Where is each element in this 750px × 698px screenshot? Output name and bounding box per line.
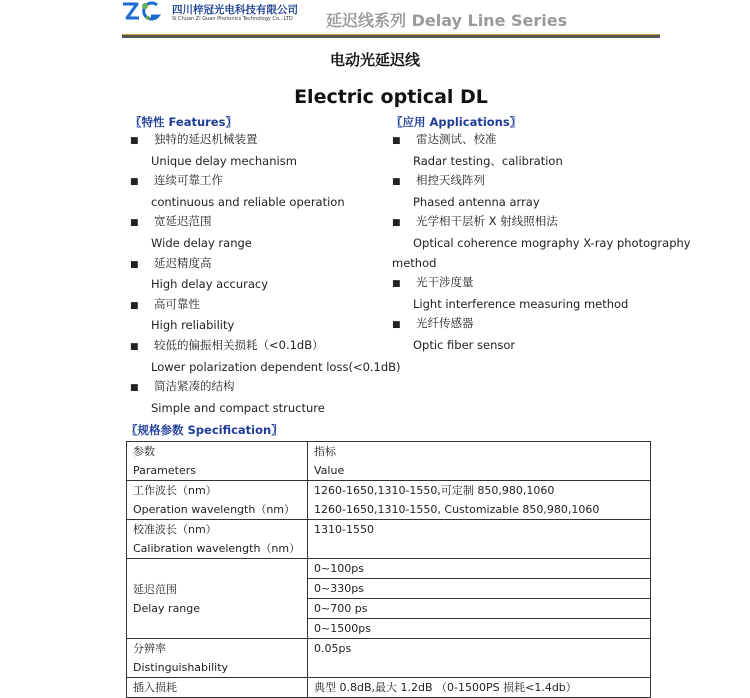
list-item: Simple and compact structure — [151, 400, 325, 415]
list-item: Unique delay mechanism — [151, 153, 297, 168]
list-item: ■ 宽延迟范围 — [130, 212, 401, 234]
bullet-icon: ■ — [392, 218, 401, 229]
list-item: Lower polarization dependent loss(<0.1dB) — [151, 359, 401, 374]
list-item: Phased antenna array — [413, 194, 540, 209]
table-cell: 0~330ps — [308, 579, 651, 599]
list-item: ■ 较低的偏振相关损耗（<0.1dB） — [130, 336, 401, 358]
list-item: Optic fiber sensor — [413, 337, 516, 352]
bullet-icon: ■ — [130, 136, 139, 146]
bullet-icon: ■ — [130, 300, 139, 311]
table-cell: 1260-1650,1310-1550,可定制 850,980,1060 1260-1650,1310-1550, Customizable 850,980,1060 — [308, 481, 651, 520]
company-logo-icon — [121, 0, 165, 24]
table-cell: 工作波长（nm） Operation wavelength（nm） — [127, 481, 308, 520]
list-item: method — [392, 255, 437, 270]
list-item: Optical coherence mography X-ray photography — [413, 235, 691, 250]
header-divider — [122, 35, 660, 38]
list-item: ■ 光纤传感器 — [392, 314, 691, 336]
list-item: ■ 独特的延迟机械装置 — [130, 130, 401, 152]
applications-list — [392, 130, 691, 356]
table-cell: 1310-1550 — [308, 520, 651, 559]
series-title: 延迟线系列 Delay Line Series — [326, 11, 568, 30]
features-heading: 〖特性 Features〗 — [130, 115, 237, 129]
list-item: ■ 相控天线阵列 — [392, 171, 691, 193]
bullet-icon: ■ — [130, 177, 139, 188]
table-cell: 0~100ps — [308, 559, 651, 579]
bullet-icon: ■ — [130, 341, 139, 352]
table-cell: 参数 Parameters — [127, 442, 308, 481]
table-row — [127, 678, 651, 698]
company-name-en: Si Chuan Zi Guan Photonics Technology Co., LTD — [172, 16, 293, 22]
table-cell: 校准波长（nm） Calibration wavelength（nm） — [127, 520, 308, 559]
bullet-icon: ■ — [130, 259, 139, 270]
features-list — [130, 130, 401, 418]
table-row — [127, 639, 651, 678]
list-item: ■ 高可靠性 — [130, 295, 401, 317]
company-name-cn: 四川梓冠光电科技有限公司 — [172, 4, 298, 16]
spec-table — [126, 441, 651, 698]
product-title-en: Electric optical DL — [294, 86, 488, 108]
table-row — [127, 442, 651, 481]
bullet-icon: ■ — [392, 279, 401, 290]
list-item: Radar testing、calibration — [413, 153, 563, 168]
table-cell: 指标 Value — [308, 442, 651, 481]
list-item: Wide delay range — [151, 235, 252, 250]
table-cell: 插入损耗 — [127, 678, 308, 698]
list-item: High reliability — [151, 318, 235, 333]
table-cell: 典型 0.8dB,最大 1.2dB （0-1500PS 损耗<1.4db） — [308, 678, 651, 698]
bullet-icon: ■ — [130, 383, 139, 394]
spec-heading: 〖规格参数 Specification〗 — [126, 423, 283, 437]
list-item: ■ 连续可靠工作 — [130, 171, 401, 193]
table-row — [127, 481, 651, 520]
document-header — [0, 0, 750, 40]
table-row — [127, 559, 651, 579]
list-item: ■ 光学相干层析 X 射线照相法 — [392, 212, 691, 234]
table-cell: 0.05ps — [308, 639, 651, 678]
applications-heading: 〖应用 Applications〗 — [391, 115, 522, 129]
list-item: ■ 简洁紧凑的结构 — [130, 377, 401, 399]
list-item: ■ 光干涉度量 — [392, 273, 691, 295]
product-title-cn: 电动光延迟线 — [329, 51, 420, 69]
table-cell: 0~1500ps — [308, 619, 651, 639]
table-cell: 0~700 ps — [308, 599, 651, 619]
bullet-icon: ■ — [130, 218, 139, 229]
list-item: ■ 延迟精度高 — [130, 254, 401, 276]
bullet-icon: ■ — [392, 136, 401, 146]
list-item: ■ 雷达测试、校准 — [392, 130, 691, 152]
table-cell: 分辨率 Distinguishability — [127, 639, 308, 678]
list-item: continuous and reliable operation — [151, 194, 345, 209]
table-row — [127, 520, 651, 559]
bullet-icon: ■ — [392, 320, 401, 331]
list-item: High delay accuracy — [151, 277, 269, 292]
list-item: Light interference measuring method — [413, 296, 629, 311]
bullet-icon: ■ — [392, 177, 401, 188]
table-cell: 延迟范围 Delay range — [127, 559, 308, 639]
